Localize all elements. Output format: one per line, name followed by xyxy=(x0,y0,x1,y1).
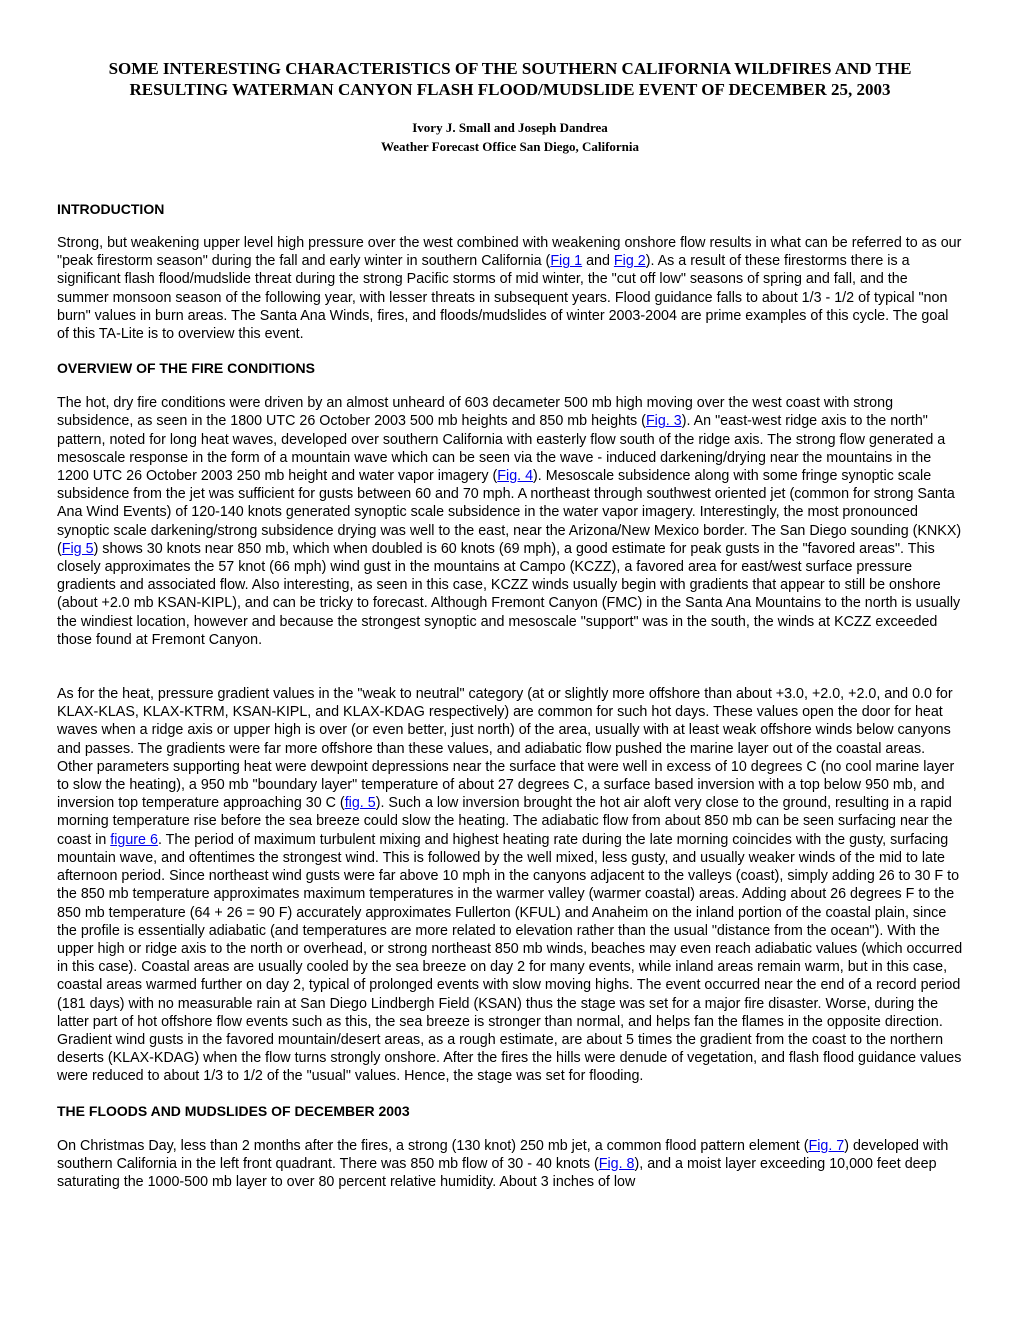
fig7-link[interactable]: Fig. 7 xyxy=(808,1137,845,1154)
introduction-heading: INTRODUCTION xyxy=(57,201,165,217)
document-page xyxy=(57,58,963,1191)
fig1-link[interactable]: Fig 1 xyxy=(550,253,583,270)
overview-paragraph-1 xyxy=(57,394,963,649)
text-run: Strong, but weakening upper level high pressure over the west combined with weakening onshore flow results in what can be referred to as our "peak firestorm season" during the fall and early winter in southern California ( xyxy=(57,235,962,270)
title-line-2: RESULTING WATERMAN CANYON FLASH FLOOD/MUDSLIDE EVENT OF DECEMBER 25, 2003 xyxy=(129,80,891,99)
fig2-link[interactable]: Fig 2 xyxy=(613,253,646,270)
text-run: ) developed with southern California in the left front quadrant. There was 850 mb flow of 30 - 40 knots ( xyxy=(57,1137,949,1172)
author-office: Weather Forecast Office San Diego, California xyxy=(380,139,640,154)
fig6-link[interactable]: figure 6 xyxy=(110,831,158,848)
text-run: ). Such a low inversion brought the hot air aloft very close to the ground, resulting in a rapid morning temperature rise before the sea breeze could slow the heating. The adiabatic flow from about 850 mb can be seen surfacing near the coast in xyxy=(57,795,953,848)
fig5-link-2[interactable]: fig. 5 xyxy=(344,795,376,812)
fig3-link[interactable]: Fig. 3 xyxy=(645,413,682,430)
text-run: On Christmas Day, less than 2 months after the fires, a strong (130 knot) 250 mb jet, a common flood pattern element ( xyxy=(57,1137,809,1154)
text-run: . The period of maximum turbulent mixing and highest heating rate during the late morning coincides with the gusty, surfacing mountain wave, and oftentimes the strongest wind. This is followed by the well mixed, less gusty, and usually weaker winds of the mid to late afternoon period. Since northeast wind gusts were far above 10 mph in the canyons adjacent to the valleys (coast), simply adding 26 to 30 F to the 850 mb temperature approximates maximum temperatures in the warmer valley (warmer coastal) areas. Adding about 26 degrees F to the 850 mb temperature (64 + 26 = 90 F) accurately approximates Fullerton (KFUL) and Anaheim on the inland portion of the coastal plain, since the profile is essentially adiabatic (and temperatures are more related to elevation rather than the usual "distance from the ocean"). With the upper high or ridge axis to the north or overhead, or strong northeast 850 mb winds, beaches may even reach adiabatic values (which occurred in this case). Coastal areas are usually cooled by the sea breeze on day 2 for many events, while inland areas remain warm, but in this case, coastal areas warmed further on day 2, typical of prolonged events with slow moving highs. The event occurred near the end of a record period (181 days) with no measurable rain at San Diego Lindbergh Field (KSAN) thus the stage was set for a major fire disaster. Worse, during the latter part of hot offshore flow events such as this, the sea breeze is stronger than normal, and helps fan the flames in the opposite direction. Gradient wind gusts in the favored mountain/desert areas, as a rough estimate, are about 5 times the gradient from the coast to the northern deserts (KLAX-KDAG) when the flow turns strongly onshore. After the fires the hills were denude of vegetation, and flash flood guidance values were reduced to about 1/3 to 1/2 of the "usual" values. Hence, the stage was set for flooding. xyxy=(57,831,963,1085)
text-run: ). As a result of these firestorms there is a significant flash flood/mudslide threat during the strong Pacific storms of mid winter, the "cut off low" seasons of spring and fall, and the summer monsoon season of the following year, with lesser threats in subsequent years. Flood guidance falls to about 1/3 - 1/2 of typical "non burn" values in burn areas. The Santa Ana Winds, fires, and floods/mudslides of winter 2003-2004 are prime examples of this cycle. The goal of this TA-Lite is to overview this event. xyxy=(57,253,949,343)
text-run: As for the heat, pressure gradient values in the "weak to neutral" category (at or slightly more offshore than about +3.0, +2.0, +2.0, and 0.0 for KLAX-KLAS, KLAX-KTRM, KSAN-KIPL, and KLAX-KDAG respectively) are common for such hot days. These values open the door for heat waves when a ridge axis or upper high is over (or even better, just north) of the area, usually with at least weak offshore winds below canyons and passes. The gradients were far more offshore than these values, and adiabatic flow pushed the marine layer out of the coastal areas. Other parameters supporting heat were dewpoint depressions near the surface that were well in excess of 10 degrees C (no cool marine layer to slow the heating), a 950 mb "boundary layer" temperature of about 27 degrees C, a surface based inversion with a top below 950 mb, and inversion top temperature approaching 30 C ( xyxy=(57,686,955,812)
author-names: Ivory J. Small and Joseph Dandrea xyxy=(412,120,608,135)
floods-heading: THE FLOODS AND MUDSLIDES OF DECEMBER 2003 xyxy=(57,1102,410,1119)
fig4-link[interactable]: Fig. 4 xyxy=(497,468,534,485)
introduction-paragraph xyxy=(57,234,963,343)
text-run: The hot, dry fire conditions were driven by an almost unheard of 603 decameter 500 mb high moving over the west coast with strong subsidence, as seen in the 1800 UTC 26 October 2003 500 mb heights and 850 mb heights ( xyxy=(57,395,894,430)
paper-title xyxy=(57,58,963,100)
fig5-link[interactable]: Fig 5 xyxy=(61,540,94,557)
floods-paragraph xyxy=(57,1137,963,1192)
author-block xyxy=(57,118,963,156)
text-run: ) shows 30 knots near 850 mb, which when doubled is 60 knots (69 mph), a good estimate for peak gusts in the "favored areas". This closely approximates the 57 knot (66 mph) wind gust in the mountains at Campo (KCZZ), a favored area for east/west surface pressure gradients and associated flow. Also interesting, as seen in this case, KCZZ winds usually begin with gradients that appear to still be onshore (about +2.0 mb KSAN-KIPL), and can be tricky to forecast. Although Fremont Canyon (FMC) in the Santa Ana Mountains to the north is usually the windiest location, however and because the strongest synoptic and mesoscale "support" was in the south, the winds at KCZZ exceeded those found at Fremont Canyon. xyxy=(57,540,961,648)
fig8-link[interactable]: Fig. 8 xyxy=(598,1155,635,1172)
text-run: and xyxy=(582,253,614,270)
text-run: ). An "east-west ridge axis to the north" pattern, noted for long heat waves, developed over southern California with easterly flow south of the ridge axis. The strong flow generated a mesoscale response in the form of a mountain wave which can be seen via the wave - induced darkening/drying near the mountains in the 1200 UTC 26 October 2003 250 mb height and water vapor imagery ( xyxy=(57,413,946,485)
overview-heading: OVERVIEW OF THE FIRE CONDITIONS xyxy=(57,360,315,377)
title-line-1: SOME INTERESTING CHARACTERISTICS OF THE SOUTHERN CALIFORNIA WILDFIRES AND THE xyxy=(108,59,912,78)
overview-paragraph-2 xyxy=(57,685,963,1085)
text-run: ), and a moist layer exceeding 10,000 feet deep saturating the 1000-500 mb layer to over 80 percent relative humidity. About 3 inches of low xyxy=(57,1155,937,1190)
text-run: ). Mesoscale subsidence along with some fringe synoptic scale subsidence from the jet was sufficient for gusts between 60 and 70 mph. A northeast through southwest oriented jet (common for strong Santa Ana Wind Events) of 120-140 knots generated synoptic scale subsidence in the water vapor imagery. Interestingly, the most pronounced synoptic scale darkening/strong subsidence drying was well to the east, near the Arizona/New Mexico border. The San Diego sounding (KNKX) ( xyxy=(57,468,962,557)
